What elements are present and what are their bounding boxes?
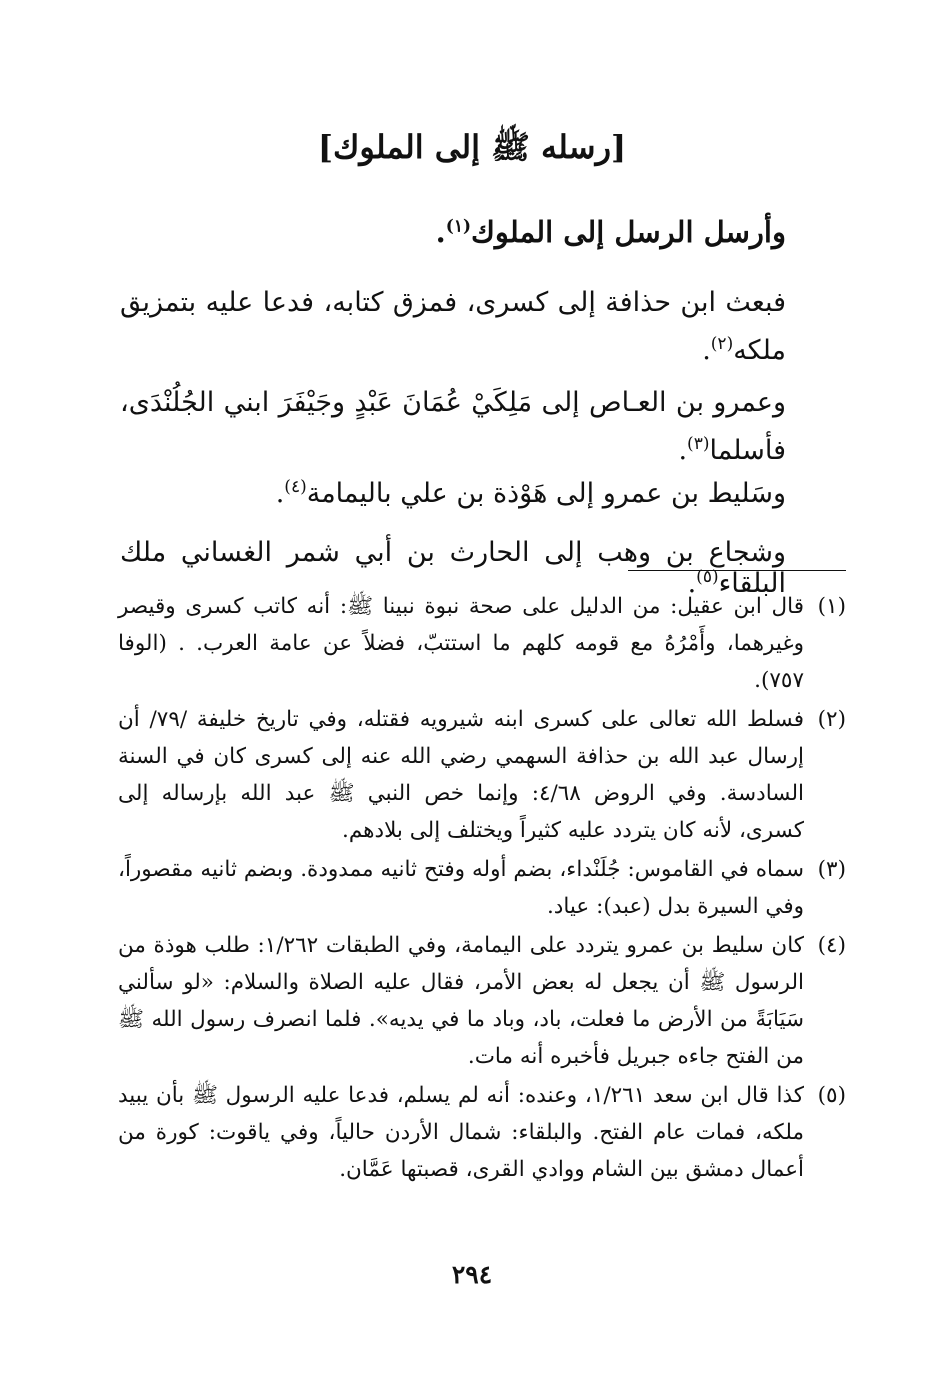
paragraph-text: وأرسل الرسل إلى الملوك bbox=[471, 215, 786, 249]
footnote-text: قال ابن عقيل: من الدليل على صحة نبوة نبينا ﷺ: أنه كاتب كسرى وقيصر وغيرهما، وأَمْرُهُ مع قومه كلهم ما استتبّ، فضلاً عن عامة العرب. . (الوفا ٧٥٧). bbox=[118, 594, 804, 693]
footnote-5 bbox=[118, 1077, 846, 1188]
footnote-ref: (٢) bbox=[710, 334, 734, 354]
body-paragraph-3 bbox=[120, 379, 786, 475]
footnote-4 bbox=[118, 927, 846, 1075]
paragraph-end: . bbox=[435, 215, 446, 249]
footnote-ref: (١) bbox=[445, 216, 472, 237]
footnote-2 bbox=[118, 701, 846, 849]
paragraph-text: وشجاع بن وهب إلى الحارث بن أبي شمر الغساني ملك البلقاء bbox=[120, 537, 786, 599]
footnote-text: كذا قال ابن سعد ١/٢٦١، وعنده: أنه لم يسلم، فدعا عليه الرسول ﷺ بأن يبيد ملكه، فمات عام الفتح. والبلقاء: شمال الأردن حالياً، وفي ياقوت: كورة من أعمال دمشق بين الشام ووادي القرى، قصبتها عَمَّان. bbox=[118, 1083, 804, 1182]
footnote-number: (٢) bbox=[817, 707, 846, 732]
footnote-number: (١) bbox=[817, 594, 846, 619]
footnote-ref: (٣) bbox=[687, 434, 710, 454]
footnote-text: كان سليط بن عمرو يتردد على اليمامة، وفي الطبقات ١/٢٦٢: طلب هوذة من الرسول ﷺ أن يجعل له بعض الأمر، فقال عليه الصلاة والسلام: «لو سألني سَيَابَةً من الأرض ما فعلت، باد، وباد ما في يديه». فلما انصرف رسول الله ﷺ من الفتح جاءه جبريل فأخبره أنه مات. bbox=[118, 933, 804, 1069]
paragraph-end: . bbox=[687, 568, 697, 599]
body-paragraph-1 bbox=[120, 215, 786, 249]
footnote-3 bbox=[118, 851, 846, 925]
footnote-separator bbox=[628, 570, 846, 571]
footnote-1 bbox=[118, 588, 846, 699]
body-paragraph-2 bbox=[120, 279, 786, 375]
footnote-text: فسلط الله تعالى على كسرى ابنه شيرويه فقتله، وفي تاريخ خليفة /٧٩/ أن إرسال عبد الله بن حذافة السهمي رضي الله عنه إلى كسرى كان في السنة السادسة. وفي الروض ٤/٦٨: وإنما خص النبي ﷺ عبد الله بإرساله إلى كسرى، لأنه كان يتردد عليه كثيراً ويختلف إلى بلادهم. bbox=[118, 707, 804, 843]
footnote-text: سماه في القاموس: جُلَنْداء، بضم أوله وفتح ثانيه ممدودة. وبضم ثانيه مقصوراً، وفي السيرة بدل (عبد): عياد. bbox=[118, 857, 804, 919]
footnote-number: (٥) bbox=[817, 1083, 846, 1108]
paragraph-text: وسَليط بن عمرو إلى هَوْذة بن علي باليمامة bbox=[306, 478, 786, 509]
paragraph-end: . bbox=[678, 435, 688, 466]
footnote-number: (٤) bbox=[817, 933, 846, 958]
footnote-ref: (٥) bbox=[696, 567, 719, 587]
section-heading: [رسله ﷺ إلى الملوك] bbox=[317, 128, 627, 166]
paragraph-end: . bbox=[702, 335, 711, 366]
footnote-number: (٣) bbox=[817, 857, 846, 882]
paragraph-text: وعمرو بن العـاص إلى مَلِكَيْ عُمَانَ عَبْدٍ وجَيْفَرَ ابني الجُلُنْدَى، فأسلما bbox=[120, 387, 786, 466]
paragraph-text: فبعث ابن حذافة إلى كسرى، فمزق كتابه، فدعا عليه بتمزيق ملكه bbox=[120, 287, 786, 366]
footnotes-section bbox=[118, 588, 846, 1190]
body-paragraph-4 bbox=[120, 478, 786, 509]
paragraph-end: . bbox=[275, 478, 285, 509]
footnote-ref: (٤) bbox=[284, 477, 307, 497]
page-number: ٢٩٤ bbox=[451, 1260, 493, 1289]
